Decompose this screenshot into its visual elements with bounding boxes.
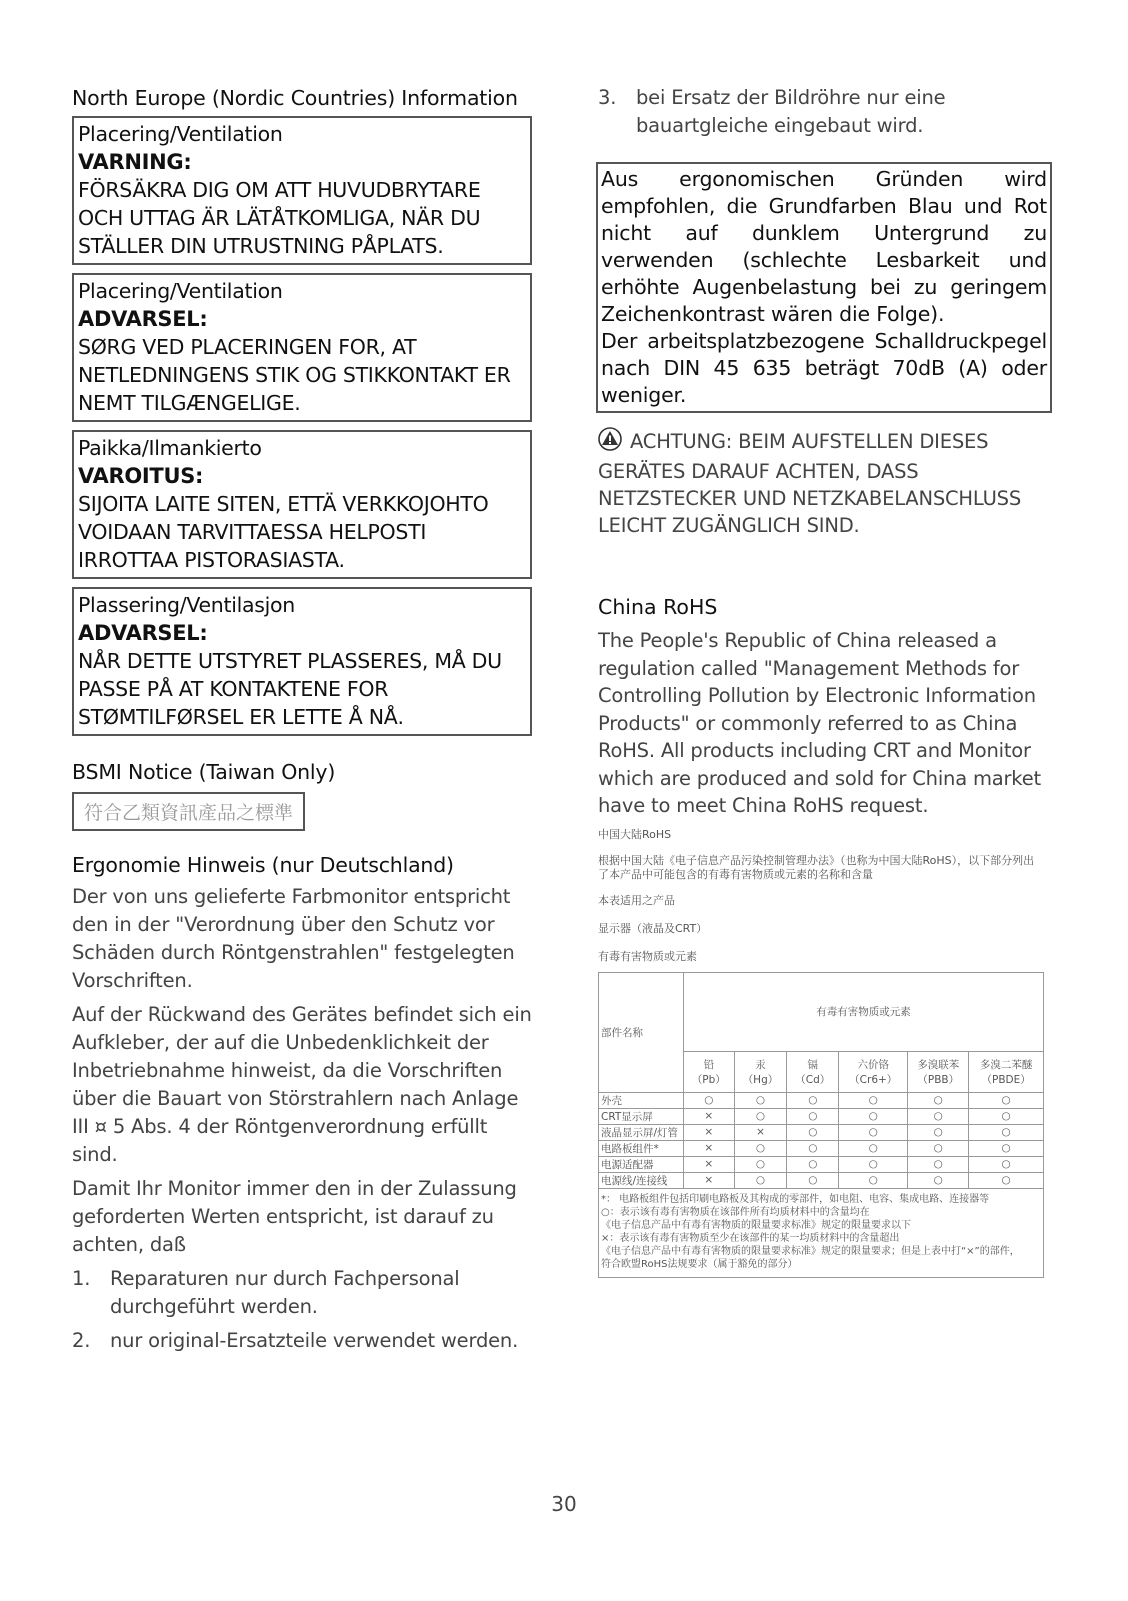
table-cell: ○ bbox=[734, 1156, 787, 1172]
table-cell: ○ bbox=[908, 1092, 969, 1108]
table-cell: ○ bbox=[839, 1156, 908, 1172]
china-rohs-title: China RoHS bbox=[598, 595, 718, 619]
noise-level-text: Der arbeitsplatzbezogene Schalldruckpegel nach DIN 45 635 beträgt 70dB (A) oder weniger. bbox=[601, 329, 1047, 407]
table-cell: ○ bbox=[787, 1156, 839, 1172]
table-note: 《电子信息产品中有毒有害物质的限量要求标准》规定的限量要求；但是上表中打“×”的部件， bbox=[601, 1245, 1020, 1257]
table-header-part-name: 部件名称 bbox=[599, 972, 684, 1092]
bsmi-title: BSMI Notice (Taiwan Only) bbox=[72, 760, 336, 784]
warning-box-norwegian bbox=[72, 587, 532, 736]
table-cell: ○ bbox=[908, 1124, 969, 1140]
cn-product-type: 显示器（液晶及CRT） bbox=[598, 921, 708, 935]
box-subtitle: Plassering/Ventilasjon bbox=[78, 593, 295, 617]
table-cell: ○ bbox=[787, 1172, 839, 1188]
warning-triangle-icon bbox=[598, 427, 622, 458]
table-cell: ○ bbox=[839, 1108, 908, 1124]
table-cell: ○ bbox=[787, 1092, 839, 1108]
box-warning-text: NÅR DETTE UTSTYRET PLASSERES, MÅ DU PASSE PÅ AT KONTAKTENE FOR STØMTILFØRSEL ER LETTE Å NÅ. bbox=[78, 649, 502, 729]
table-header-pb: 铅 （Pb） bbox=[684, 1051, 735, 1092]
table-header-pbb: 多溴联苯 （PBB） bbox=[908, 1051, 969, 1092]
table-note: 《电子信息产品中有毒有害物质的限量要求标准》规定的限量要求以下 bbox=[601, 1219, 911, 1231]
table-cell: × bbox=[734, 1124, 787, 1140]
table-cell: ○ bbox=[969, 1156, 1044, 1172]
list-text: nur original-Ersatzteile verwendet werden. bbox=[110, 1329, 519, 1352]
table-cell: ○ bbox=[787, 1124, 839, 1140]
list-text: Reparaturen nur durch Fachpersonal durchgeführt werden. bbox=[110, 1267, 460, 1318]
ergonomic-recommendation-box bbox=[596, 162, 1052, 413]
table-note: *： 电路板组件包括印刷电路板及其构成的零部件，如电阻、电容、集成电路、连接器等 bbox=[601, 1193, 990, 1205]
cn-rohs-heading: 中国大陆RoHS bbox=[598, 827, 672, 841]
nordic-warning-boxes bbox=[72, 116, 532, 736]
table-cell: ○ bbox=[969, 1124, 1044, 1140]
table-header-hg: 汞 （Hg） bbox=[734, 1051, 787, 1092]
list-text: bei Ersatz der Bildröhre nur eine bauartgleiche eingebaut wird. bbox=[636, 86, 946, 137]
table-cell: ○ bbox=[839, 1140, 908, 1156]
table-cell: ○ bbox=[969, 1172, 1044, 1188]
cn-rohs-intro: 根据中国大陆《电子信息产品污染控制管理办法》（也称为中国大陆RoHS），以下部分列出了本产品中可能包含的有毒有害物质或元素的名称和含量 bbox=[598, 853, 1035, 881]
table-cell: 外壳 bbox=[599, 1092, 684, 1108]
box-warning-text: SIJOITA LAITE SITEN, ETTÄ VERKKOJOHTO VOIDAAN TARVITTAESSA HELPOSTI IRROTTAA PISTORASIASTA. bbox=[78, 492, 489, 572]
ergonomie-paragraph: Damit Ihr Monitor immer den in der Zulassung geforderten Werten entspricht, ist darauf zu achten, daß bbox=[72, 1177, 517, 1256]
table-note: ×：表示该有毒有害物质至少在该部件的某一均质材料中的含量超出 bbox=[601, 1232, 900, 1244]
ergonomie-paragraph: Der von uns gelieferte Farbmonitor entspricht den in der "Verordnung über den Schutz vor Schäden durch Röntgenstrahlen" festgelegten Vorschriften. bbox=[72, 885, 515, 992]
nordic-title: North Europe (Nordic Countries) Information bbox=[72, 86, 518, 110]
table-cell: ○ bbox=[969, 1092, 1044, 1108]
table-row bbox=[599, 1092, 1044, 1108]
table-row bbox=[599, 1172, 1044, 1188]
warning-box-swedish bbox=[72, 116, 532, 265]
table-cell: 液晶显示屏/灯管 bbox=[599, 1124, 684, 1140]
table-cell: ○ bbox=[839, 1124, 908, 1140]
list-number: 3. bbox=[598, 86, 617, 109]
right-column bbox=[598, 84, 1058, 1278]
achtung-warning bbox=[598, 427, 1058, 539]
rohs-substance-table bbox=[598, 972, 1044, 1189]
page-number: 30 bbox=[551, 1492, 577, 1516]
table-row bbox=[599, 1156, 1044, 1172]
table-cell: 电路板组件* bbox=[599, 1140, 684, 1156]
table-cell: × bbox=[684, 1108, 735, 1124]
list-item bbox=[72, 1327, 532, 1355]
warning-box-finnish bbox=[72, 430, 532, 579]
table-cell: ○ bbox=[908, 1172, 969, 1188]
table-cell: ○ bbox=[908, 1108, 969, 1124]
table-cell: ○ bbox=[787, 1140, 839, 1156]
list-number: 2. bbox=[72, 1329, 91, 1352]
table-cell: 电源线/连接线 bbox=[599, 1172, 684, 1188]
box-subtitle: Placering/Ventilation bbox=[78, 122, 283, 146]
table-cell: ○ bbox=[839, 1172, 908, 1188]
table-header-cr6: 六价铬 （Cr6+） bbox=[839, 1051, 908, 1092]
list-item bbox=[72, 1265, 532, 1321]
box-subtitle: Placering/Ventilation bbox=[78, 279, 283, 303]
cn-applicable-products: 本表适用之产品 bbox=[598, 893, 675, 907]
table-header-row bbox=[599, 972, 1044, 1051]
table-cell: ○ bbox=[734, 1092, 787, 1108]
cn-substances-label: 有毒有害物质或元素 bbox=[598, 949, 697, 963]
bsmi-notice-box: 符合乙類資訊產品之標準 bbox=[72, 792, 305, 831]
table-cell: × bbox=[684, 1124, 735, 1140]
warning-box-danish bbox=[72, 273, 532, 422]
box-warning-label: ADVARSEL: bbox=[78, 621, 208, 645]
table-note: ○：表示该有毒有害物质在该部件所有均质材料中的含量均在 bbox=[601, 1206, 870, 1218]
recommendation-text: Aus ergonomischen Gründen wird empfohlen, die Grundfarben Blau und Rot nicht auf dunklem Untergrund zu verwenden (schlechte Lesbarkeit und erhöhte Augenbelastung bei zu geringem Zeichenkontrast wären die Folge). bbox=[601, 167, 1047, 326]
table-cell: 电源适配器 bbox=[599, 1156, 684, 1172]
table-cell: ○ bbox=[969, 1108, 1044, 1124]
table-cell: ○ bbox=[734, 1172, 787, 1188]
box-warning-label: VARNING: bbox=[78, 150, 192, 174]
table-cell: ○ bbox=[908, 1140, 969, 1156]
ergonomie-list-continued bbox=[598, 84, 1058, 140]
table-cell: × bbox=[684, 1172, 735, 1188]
table-cell: ○ bbox=[969, 1140, 1044, 1156]
table-cell: ○ bbox=[684, 1092, 735, 1108]
table-note: 符合欧盟RoHS法规要求（属于豁免的部分） bbox=[601, 1258, 798, 1270]
table-cell: CRT显示屏 bbox=[599, 1108, 684, 1124]
table-header-cd: 镉 （Cd） bbox=[787, 1051, 839, 1092]
table-cell: ○ bbox=[908, 1156, 969, 1172]
list-number: 1. bbox=[72, 1267, 91, 1290]
table-cell: ○ bbox=[734, 1108, 787, 1124]
table-row bbox=[599, 1140, 1044, 1156]
table-cell: ○ bbox=[787, 1108, 839, 1124]
box-warning-text: SØRG VED PLACERINGEN FOR, AT NETLEDNINGENS STIK OG STIKKONTAKT ER NEMT TILGÆNGELIGE. bbox=[78, 335, 511, 415]
box-subtitle: Paikka/Ilmankierto bbox=[78, 436, 262, 460]
table-row bbox=[599, 1108, 1044, 1124]
table-cell: ○ bbox=[839, 1092, 908, 1108]
left-column bbox=[72, 84, 532, 1361]
table-header-pbde: 多溴二苯醚 （PBDE） bbox=[969, 1051, 1044, 1092]
table-cell: ○ bbox=[734, 1140, 787, 1156]
table-row bbox=[599, 1124, 1044, 1140]
china-rohs-paragraph: The People's Republic of China released a regulation called "Management Methods for Controlling Pollution by Electronic Information Products" or commonly referred to as China RoHS. All products including CRT and Monitor which are produced and sold for China market have to meet China RoHS request. bbox=[598, 629, 1041, 817]
table-cell: × bbox=[684, 1140, 735, 1156]
rohs-table-notes bbox=[598, 1189, 1044, 1278]
box-warning-label: ADVARSEL: bbox=[78, 307, 208, 331]
ergonomie-title: Ergonomie Hinweis (nur Deutschland) bbox=[72, 853, 454, 877]
ergonomie-list bbox=[72, 1265, 532, 1355]
box-warning-text: FÖRSÄKRA DIG OM ATT HUVUDBRYTARE OCH UTTAG ÄR LÄTÅTKOMLIGA, NÄR DU STÄLLER DIN UTRUSTNING PÅPLATS. bbox=[78, 178, 481, 258]
table-cell: × bbox=[684, 1156, 735, 1172]
box-warning-label: VAROITUS: bbox=[78, 464, 204, 488]
ergonomie-paragraph: Auf der Rückwand des Gerätes befindet sich ein Aufkleber, der auf die Unbedenklichkeit der Inbetriebnahme hinweist, da die Vorschriften über die Bauart von Störstrahlern nach Anlage III ¤ 5 Abs. 4 der Röntgenverordnung erfüllt sind. bbox=[72, 1003, 532, 1166]
table-header-substances: 有毒有害物质或元素 bbox=[684, 972, 1044, 1051]
achtung-text: ACHTUNG: BEIM AUFSTELLEN DIESES GERÄTES DARAUF ACHTEN, DASS NETZSTECKER UND NETZKABELANSCHLUSS LEICHT ZUGÄNGLICH SIND. bbox=[598, 430, 1022, 537]
list-item bbox=[598, 84, 1058, 140]
